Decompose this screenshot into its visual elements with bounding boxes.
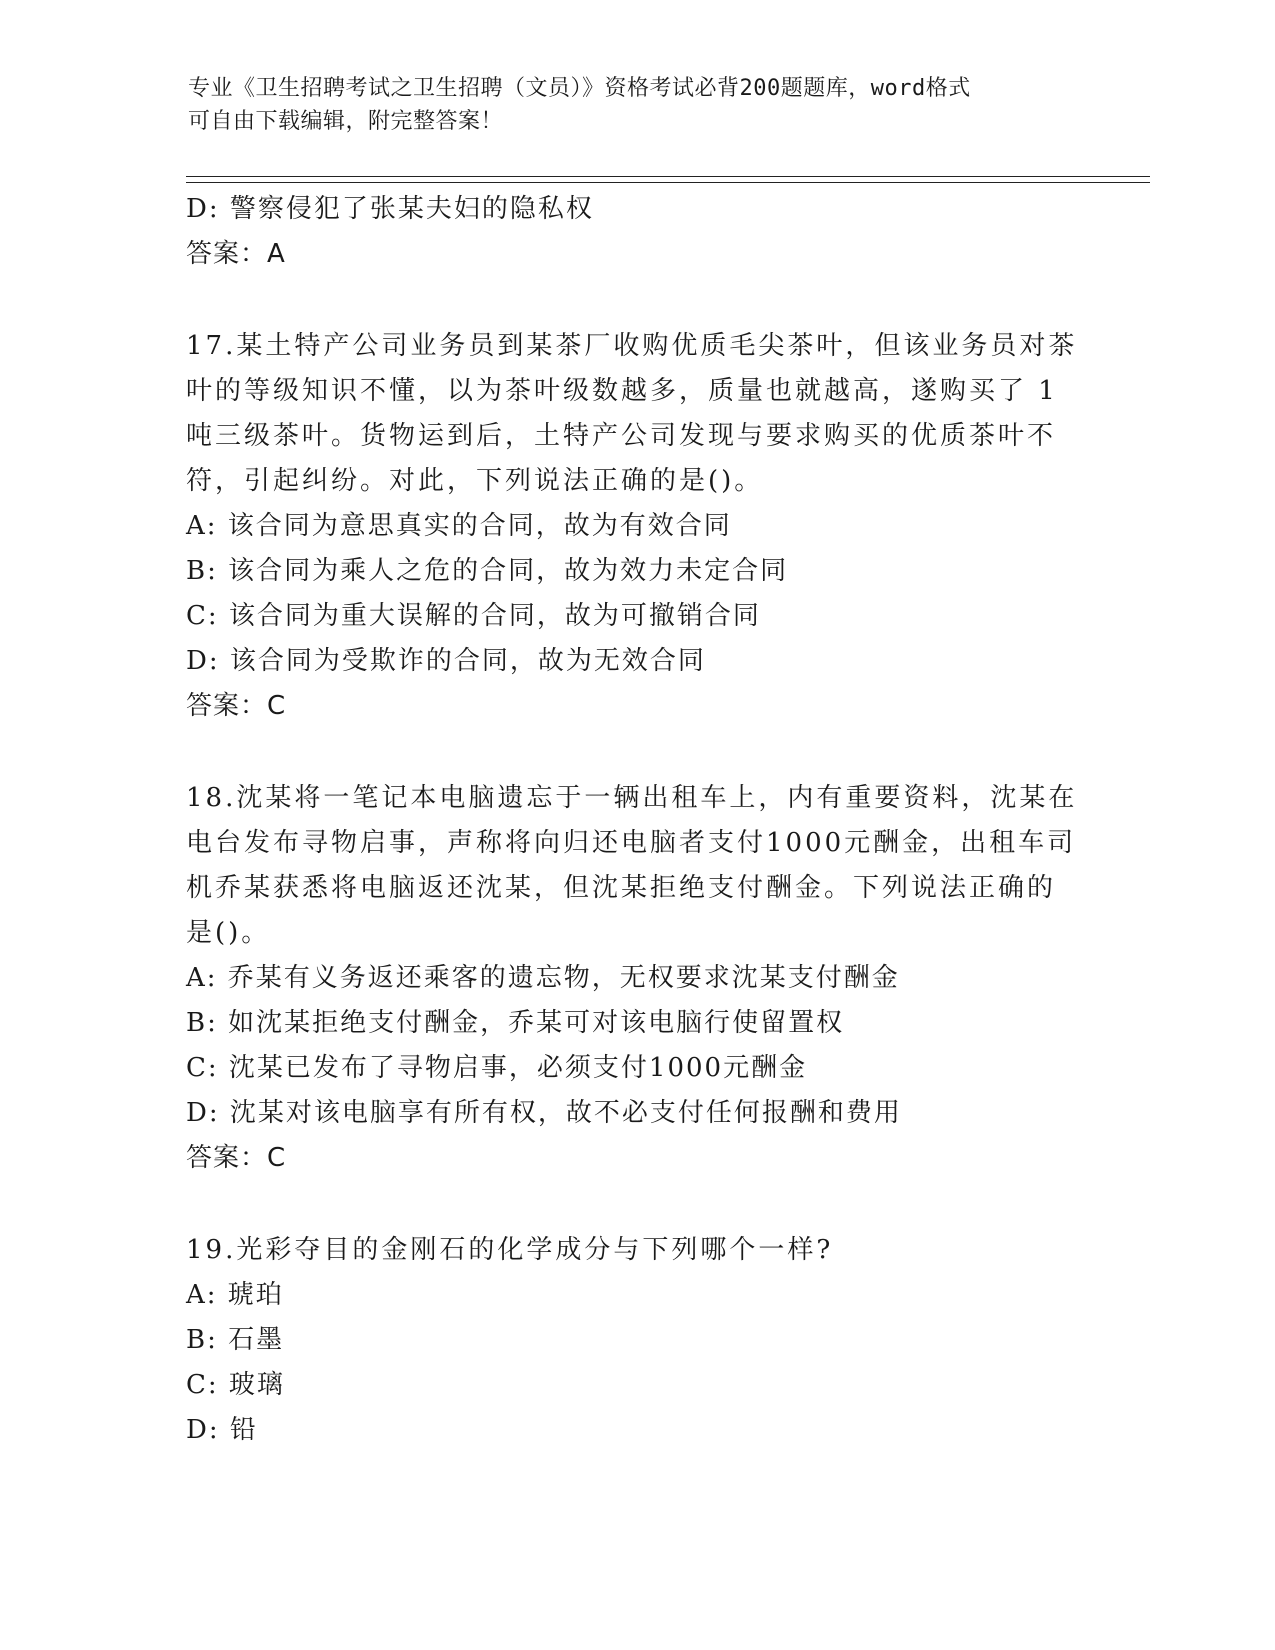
document-body — [186, 187, 1086, 1453]
option-a: A: 乔某有义务返还乘客的遗忘物，无权要求沈某支付酬金 — [186, 963, 900, 993]
option-b: B: 该合同为乘人之危的合同，故为效力未定合同 — [186, 556, 789, 586]
question-stem-line: 19.光彩夺目的金刚石的化学成分与下列哪个一样? — [186, 1235, 834, 1265]
question-stem-line: 电台发布寻物启事，声称将向归还电脑者支付1000元酬金，出租车司 — [186, 828, 1077, 858]
option-d: D: 铅 — [186, 1415, 258, 1445]
header-divider — [186, 176, 1150, 183]
answer-line: 答案：C — [186, 691, 287, 721]
question-16-tail — [186, 187, 1086, 277]
question-stem-line: 机乔某获悉将电脑返还沈某，但沈某拒绝支付酬金。下列说法正确的 — [186, 873, 1057, 903]
option-c: C: 沈某已发布了寻物启事，必须支付1000元酬金 — [186, 1053, 808, 1083]
question-stem-line: 18.沈某将一笔记本电脑遗忘于一辆出租车上，内有重要资料，沈某在 — [186, 783, 1078, 813]
question-gap — [186, 277, 1086, 324]
question-gap — [186, 729, 1086, 776]
question-19 — [186, 1228, 1086, 1453]
option-a: A: 琥珀 — [186, 1280, 284, 1310]
option-d: D: 该合同为受欺诈的合同，故为无效合同 — [186, 646, 706, 676]
question-stem-line: 是()。 — [186, 918, 271, 948]
option-b: B: 石墨 — [186, 1325, 285, 1355]
question-stem-line: 叶的等级知识不懂，以为茶叶级数越多，质量也就越高，遂购买了 1 — [186, 376, 1058, 406]
option-d: D: 沈某对该电脑享有所有权，故不必支付任何报酬和费用 — [186, 1098, 902, 1128]
question-stem-line: 吨三级茶叶。货物运到后，土特产公司发现与要求购买的优质茶叶不 — [186, 421, 1057, 451]
option-d: D: 警察侵犯了张某夫妇的隐私权 — [186, 194, 594, 224]
answer-line: 答案：C — [186, 1143, 287, 1173]
header-line-2: 可自由下载编辑，附完整答案！ — [188, 109, 504, 134]
option-c: C: 该合同为重大误解的合同，故为可撤销合同 — [186, 601, 761, 631]
option-a: A: 该合同为意思真实的合同，故为有效合同 — [186, 511, 732, 541]
option-b: B: 如沈某拒绝支付酬金，乔某可对该电脑行使留置权 — [186, 1008, 845, 1038]
question-17 — [186, 324, 1086, 729]
question-stem-line: 符，引起纠纷。对此，下列说法正确的是()。 — [186, 466, 764, 496]
answer-line: 答案：A — [186, 239, 286, 269]
header-line-1: 专业《卫生招聘考试之卫生招聘（文员）》资格考试必背200题题库，word格式 — [188, 76, 971, 101]
option-c: C: 玻璃 — [186, 1370, 285, 1400]
question-gap — [186, 1181, 1086, 1228]
question-18 — [186, 776, 1086, 1181]
question-stem-line: 17.某土特产公司业务员到某茶厂收购优质毛尖茶叶，但该业务员对茶 — [186, 331, 1078, 361]
document-header — [188, 72, 1088, 138]
